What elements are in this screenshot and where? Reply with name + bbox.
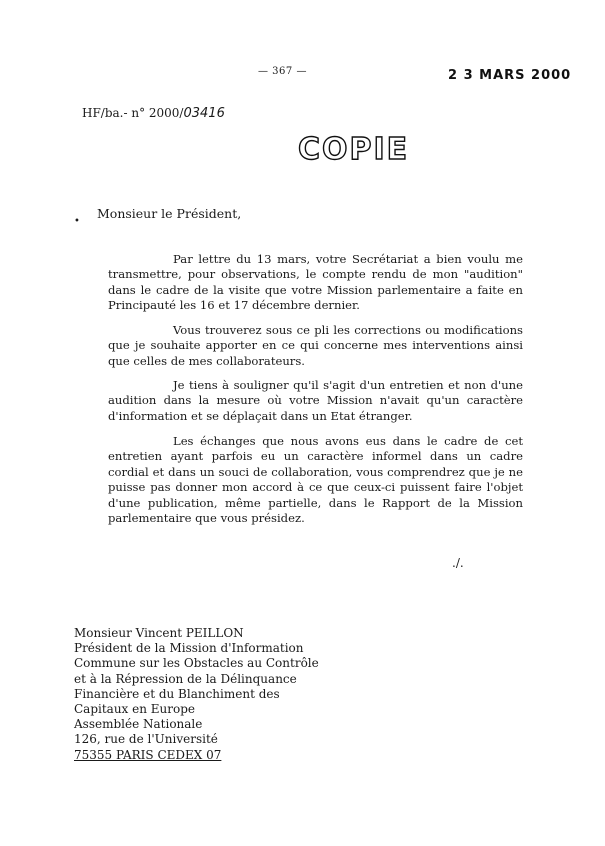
address-line: Commune sur les Obstacles au Contrôle xyxy=(74,656,319,671)
address-line: Monsieur Vincent PEILLON xyxy=(74,626,244,640)
recipient-address xyxy=(74,626,319,763)
paragraph-2: Vous trouverez sous ce pli les corrections ou modifications que je souhaite apporter en ce qui concerne mes interventions ainsi que celles de mes collaborateurs. xyxy=(108,323,523,368)
page-number: — 367 — xyxy=(258,66,307,77)
continuation-mark: ./. xyxy=(452,556,464,570)
address-line: 126, rue de l'Université xyxy=(74,732,218,747)
reference-handwritten: 03416 xyxy=(183,106,225,121)
salutation: Monsieur le Président, xyxy=(97,206,242,221)
address-line: Capitaux en Europe xyxy=(74,702,196,717)
paragraph-4: Les échanges que nous avons eus dans le cadre de cet entretien ayant parfois eu un caractère informel dans un cadre cordial et dans un souci de collaboration, vous comprendrez que je ne puisse pas donner mon accord à ce que ceux-ci puissent faire l'objet d'une publication, même partielle, dans le Rapport de la Mission parlementaire que vous présidez. xyxy=(108,434,523,526)
address-line: et à la Répression de la Délinquance xyxy=(74,671,297,686)
margin-bullet: • xyxy=(74,216,80,227)
address-line: Financière et du Blanchiment des xyxy=(74,686,280,701)
reference-typed: HF/ba.- n° 2000/ xyxy=(82,106,184,120)
copie-stamp: COPIE xyxy=(298,132,410,167)
reference-number xyxy=(82,106,225,121)
paragraph-3: Je tiens à souligner qu'il s'agit d'un entretien et non d'une audition dans la mesure où votre Mission n'avait qu'un caractère d'information et se déplaçait dans un Etat étranger. xyxy=(108,378,523,423)
paragraph-1: Par lettre du 13 mars, votre Secrétariat a bien voulu me transmettre, pour observations, le compte rendu de mon "audition" dans le cadre de la visite que votre Mission parlementaire a faite en Principauté les 16 et 17 décembre dernier. xyxy=(108,252,523,313)
address-line: Assemblée Nationale xyxy=(74,717,203,732)
address-city-line: 75355 PARIS CEDEX 07 xyxy=(74,747,222,762)
date-stamp: 2 3 MARS 2000 xyxy=(448,68,572,83)
address-line: Président de la Mission d'Information xyxy=(74,641,304,656)
